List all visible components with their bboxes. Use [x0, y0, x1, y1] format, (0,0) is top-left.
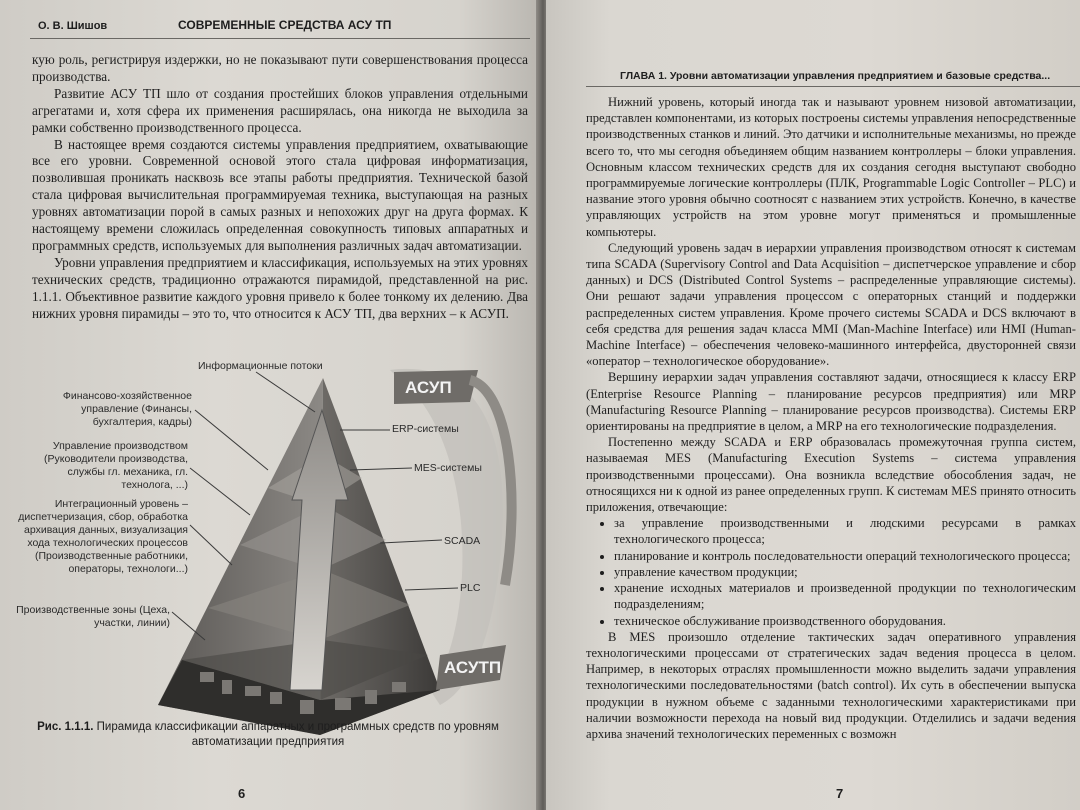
mes-bullet-list [586, 515, 1076, 628]
header-author: О. В. Шишов [38, 20, 108, 32]
paragraph: Нижний уровень, который иногда так и называют уровнем низовой автоматизации, представлен компонентами, из которых построены системы управления непосредственные производственных станков и линий. Это датчики и исполнительные механизмы, но прежде всего то, что мы сегодня объединяем общим названием контроллеры – блоки управления. Основным классом технических средств для их создания сегодня выступают свободно программируемые логические контроллеры (ПЛК, Programmable Logic Controller – PLC) и название этого уровня обычно соотносят с названием этих устройств. Конечно, в качестве управляющих устройств на этом уровне могут применяться и промышленные компьютеры. [586, 95, 1076, 239]
label-finance: Финансово-хозяйственное управление (Финансы, бухгалтерия, кадры) [62, 390, 192, 428]
label-plc: PLC [460, 582, 481, 594]
paragraph: Уровни управления предприятием и классификация, используемых на этих уровнях технических средств, традиционно отражаются пирамидой, представленной на рис. 1.1.1. Объективное развитие каждого уровня привело к более тонкому их делению. Два нижних уровня пирамиды – это то, что относится к АСУ ТП, два верхних – к АСУП. [32, 254, 528, 321]
label-erp: ERP-системы [392, 423, 459, 435]
paragraph: кую роль, регистрируя издержки, но не показывают пути совершенствования процесса производства. [32, 52, 528, 84]
caption-number: Рис. 1.1.1. [37, 721, 94, 733]
paragraph: Следующий уровень задач в иерархии управления производством относят к системам типа SCADA (Supervisory Control and Data Acquisition – диспетчерское управление и сбор данных) и DCS (Distributed Control Systems – распределенные управляющие системы). Они решают задачи управления процессом с операторных станций и поддержки распределенных систем управления. Кроме прочего системы SCADA и DCS включают в себя средства для решения задач класса MMI (Man-Machine Interface) или HMI (Human-Machine Interface) – обеспечения человеко-машинного интерфейса, двусторонней связи «оператор – технологическое оборудование». [586, 240, 1076, 369]
right-page [546, 0, 1080, 810]
list-item: • за управление производственными и людскими ресурсами в рамках технологического процесса; [614, 515, 1076, 547]
paragraph: В MES произошло отделение тактических задач оперативного управления технологическими процессами от стратегических задач ведения процесса в целом. Например, в некоторых отраслях промышленности можно выделить задачи управления технологическими последовательностями (batch control). Их суть в обеспечении выпуска продукции в нужном объеме с заданными технологическими характеристиками при наличии возможности перехода на новый вид продукции. Отделились и задачи ведения архива значений технологических переменных с возможн [586, 629, 1076, 741]
asup-block: АСУП [405, 378, 452, 397]
page-number-left: 6 [238, 786, 246, 801]
paragraph: Развитие АСУ ТП шло от создания простейших блоков управления отдельными агрегатами и, хотя сфера их применения расширялась, она никогда не выходила за рамки собственно производственного процесса. [32, 85, 528, 135]
label-mes: MES-системы [414, 462, 482, 474]
list-item: • управление качеством продукции; [614, 564, 1076, 580]
list-item: • планирование и контроль последовательности операций технологического процесса; [614, 548, 1076, 564]
list-item: • техническое обслуживание производственного оборудования. [614, 613, 1076, 629]
info-flows-label: Информационные потоки [198, 360, 323, 372]
header-rule [586, 86, 1080, 87]
label-integration: Интеграционный уровень – диспетчеризация, сбор, обработка архивация данных, визуализация хода технологических процессов (Производственные работники, операторы, технологи...) [18, 498, 188, 575]
paragraph: Постепенно между SCADA и ERP образовалась промежуточная группа систем, называемая MES (Manufacturing Execution Systems – система управления производственными процессами). Она возникла вследствие обособления задач, не относящихся ни к одной из ранее определенных групп. К системам MES принято относить приложения, отвечающие: [586, 435, 1076, 515]
list-item: • хранение исходных материалов и произведенной продукции по технологическим подразделениям; [614, 580, 1076, 612]
chapter-header: ГЛАВА 1. Уровни автоматизации управления предприятием и базовые средства... [620, 70, 1051, 82]
label-production-zones: Производственные зоны (Цеха, участки, линии) [16, 604, 170, 629]
paragraph: Вершину иерархии задач управления составляют задачи, относящиеся к классу ERP (Enterprise Resource Planning – планирование ресурсов предприятия) или MRP (Manufacturing Resource Planning – планирование ресурсов производства). Системы ERP ориентированы на предприятие в целом, а MRP на его технологические подразделения. [586, 370, 1076, 434]
label-scada: SCADA [444, 535, 481, 547]
right-body-text [586, 94, 1076, 742]
header-title: СОВРЕМЕННЫЕ СРЕДСТВА АСУ ТП [178, 18, 392, 32]
page-number-right: 7 [836, 786, 844, 801]
paragraph: В настоящее время создаются системы управления предприятием, охватывающие все его уровни. Современной основой этого стала цифровая информатизация, позволившая проникать насквозь все этапы работы предприятия. Технической базой стала цифровая вычислительная программируемая техника, выступающая на разных уровнях автоматизации порой в самых разных и непохожих друг на друга формах. К настоящему времени сложилась определенная совокупность типовых аппаратных и программных средств, используемых для выполнения различных задач автоматизации. [32, 136, 528, 253]
figure-caption [28, 720, 508, 750]
caption-text: Пирамида классификации аппаратных и программных средств по уровням автоматизации предприятия [96, 721, 499, 748]
label-production-mgmt: Управление производством (Руководители производства, службы гл. механика, гл. технолога, ...) [44, 440, 188, 491]
asutp-block: АСУТП [444, 658, 502, 677]
